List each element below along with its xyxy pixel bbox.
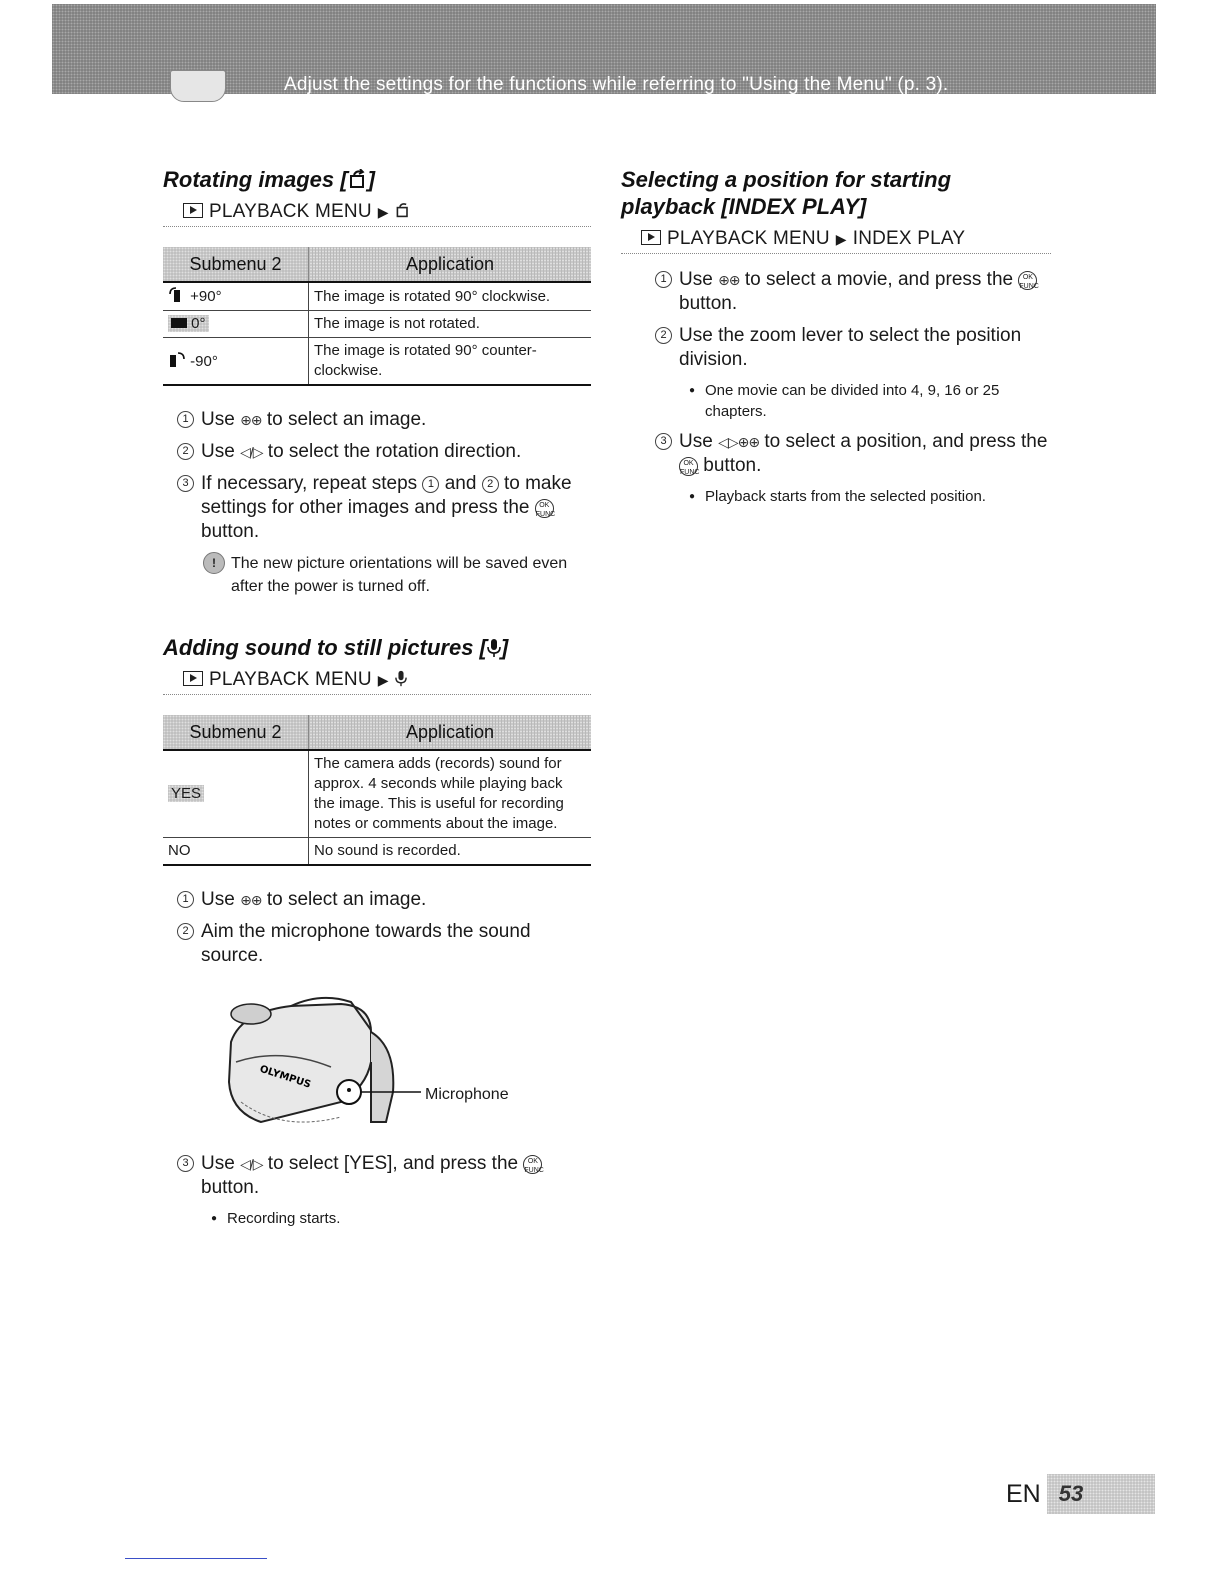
header-text: Adjust the settings for the functions while referring to "Using the Menu" (p. 3). <box>284 74 949 95</box>
menu-tab-icon <box>170 70 226 102</box>
playback-icon <box>183 671 203 686</box>
ok-button-icon: OK FUNC <box>523 1155 542 1174</box>
rotate-cw-icon <box>168 286 186 304</box>
list-item: 2 Use ◁/▷ to select the rotation direction. <box>201 440 591 464</box>
list-item: 1 Use ⊕⊕ to select a movie, and press the OK FUNC button. <box>679 268 1051 316</box>
ok-button-icon: OK FUNC <box>1018 271 1037 290</box>
list-item: 2 Aim the microphone towards the sound source. <box>201 920 591 968</box>
rotate-menu-path: PLAYBACK MENU ▶ <box>163 197 591 227</box>
option-cell: -90° <box>163 338 309 386</box>
page-number <box>1006 1474 1155 1514</box>
table-row <box>163 282 591 311</box>
application-cell: The image is rotated 90° clockwise. <box>309 282 592 311</box>
option-cell: 0° <box>163 311 309 338</box>
camera-figure <box>221 992 581 1142</box>
list-item: ● Playback starts from the selected position. <box>705 486 1051 507</box>
option-cell: NO <box>163 838 309 866</box>
sound-table <box>163 715 591 866</box>
list-item: 3 Use ◁/▷ to select [YES], and press the OK FUNC button. <box>201 1152 591 1200</box>
note-icon: ! <box>203 552 225 574</box>
sound-bullets <box>201 1208 591 1229</box>
sound-steps-continued <box>163 1152 591 1200</box>
rotate-section-title: Rotating images [ ] <box>163 167 375 192</box>
index-bullets <box>679 486 1051 507</box>
table-header: Application <box>309 715 592 750</box>
arrow-right-icon: ▶ <box>835 231 847 247</box>
up-down-arrow-icon: ⊕⊕ <box>718 272 740 288</box>
ok-button-icon: OK FUNC <box>535 499 554 518</box>
index-section-title: Selecting a position for starting playback [INDEX PLAY] <box>621 167 952 219</box>
table-header: Application <box>309 247 592 282</box>
four-way-arrow-icon: ◁▷⊕⊕ <box>718 434 760 450</box>
list-item: 3 If necessary, repeat steps 1 and 2 to make settings for other images and press the OK FUNC button. <box>201 472 591 544</box>
arrow-right-icon: ▶ <box>377 672 389 688</box>
playback-icon <box>641 230 661 245</box>
list-item: 1 Use ⊕⊕ to select an image. <box>201 408 591 432</box>
table-header: Submenu 2 <box>163 247 309 282</box>
sound-section-title: Adding sound to still pictures [ ] <box>163 635 509 660</box>
sound-menu-path: PLAYBACK MENU ▶ <box>163 665 591 695</box>
list-item: ● One movie can be divided into 4, 9, 16 or 25 chapters. <box>705 380 1051 422</box>
ok-button-icon: OK FUNC <box>679 457 698 476</box>
table-header: Submenu 2 <box>163 715 309 750</box>
application-cell: The image is not rotated. <box>309 311 592 338</box>
page-number-box: 53 <box>1047 1474 1155 1514</box>
rotate-steps <box>163 408 591 544</box>
table-row <box>163 750 591 838</box>
bottom-rule <box>125 1558 267 1559</box>
header-banner <box>52 4 1156 94</box>
up-down-arrow-icon: ⊕⊕ <box>240 892 262 908</box>
index-menu-path: PLAYBACK MENU ▶ INDEX PLAY <box>621 224 1051 254</box>
arrow-right-icon: ▶ <box>377 204 389 220</box>
table-row <box>163 838 591 866</box>
index-steps <box>621 268 1051 507</box>
language-label: EN <box>1006 1480 1041 1508</box>
table-row <box>163 311 591 338</box>
up-down-arrow-icon: ⊕⊕ <box>240 412 262 428</box>
application-cell: The image is rotated 90° counter-clockwise. <box>309 338 592 386</box>
table-row <box>163 338 591 386</box>
sound-steps <box>163 888 591 968</box>
microphone-icon <box>487 638 501 658</box>
list-item: ● Recording starts. <box>227 1208 591 1229</box>
index-bullets <box>679 380 1051 422</box>
application-cell: No sound is recorded. <box>309 838 592 866</box>
option-cell: YES <box>163 750 309 838</box>
application-cell: The camera adds (records) sound for approx. 4 seconds while playing back the image. This is useful for recording notes or comments about the image. <box>309 750 592 838</box>
left-right-arrow-icon: ◁/▷ <box>240 1156 263 1172</box>
camera-illustration <box>221 992 421 1132</box>
option-cell: +90° <box>163 282 309 311</box>
rotate-ccw-icon <box>168 351 186 369</box>
microphone-icon <box>395 670 407 687</box>
rotate-icon <box>348 169 368 189</box>
right-column <box>621 166 1051 515</box>
rotate-table <box>163 247 591 386</box>
list-item: 3 Use ◁▷⊕⊕ to select a position, and press the OK FUNC button. ● Playback starts from the selected position. <box>679 430 1051 507</box>
list-item: 2 Use the zoom lever to select the position division. ● One movie can be divided into 4, 9, 16 or 25 chapters. <box>679 324 1051 422</box>
left-column <box>163 166 591 1235</box>
microphone-label: Microphone <box>425 1086 509 1103</box>
rotate-icon <box>395 202 411 218</box>
rotate-note: ! The new picture orientations will be saved even after the power is turned off. <box>163 552 591 598</box>
left-right-arrow-icon: ◁/▷ <box>240 444 263 460</box>
list-item: 1 Use ⊕⊕ to select an image. <box>201 888 591 912</box>
camera-brand: OLYMPUS <box>258 1063 313 1091</box>
playback-icon <box>183 203 203 218</box>
image-landscape-icon <box>171 318 187 328</box>
